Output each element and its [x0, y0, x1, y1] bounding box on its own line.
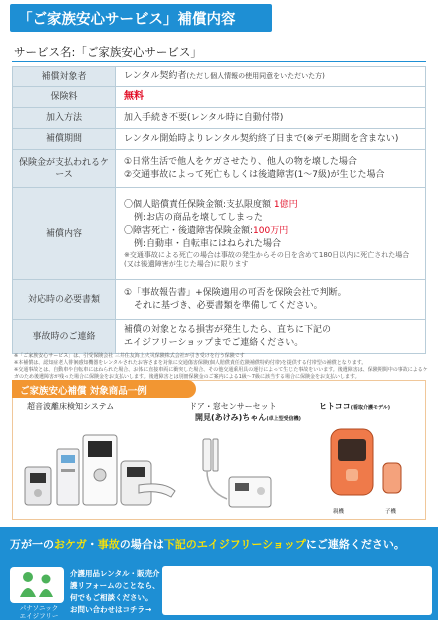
device-label: 子機	[385, 509, 397, 515]
table-row	[13, 67, 426, 87]
shop-info-box	[162, 566, 432, 615]
contact-text: 介護用品レンタル・販売介 護リフォームのことなら、 何でもご相談ください。 お問い合わせはコチラ→	[70, 569, 160, 614]
table-row	[13, 87, 426, 108]
row-label: 保険金が支払われるケース	[13, 150, 116, 188]
coverage-table	[12, 66, 426, 354]
page-title: 「ご家族安心サービス」補償内容	[18, 12, 236, 28]
row-label: 補償対象者	[13, 67, 116, 87]
product-panel-heading: ご家族安心補償 対象商品一例	[12, 380, 196, 398]
row-label: 補償内容	[13, 188, 116, 280]
product-name: ヒトココ(看取介護モデル)	[319, 402, 391, 411]
table-row	[13, 280, 426, 320]
row-label: 補償期間	[13, 129, 116, 150]
contact-banner: 万が一のおケガ・事故の場合は下記のエイジフリーショップにご連絡ください。	[0, 527, 438, 561]
divider	[12, 61, 426, 62]
product-panel	[12, 380, 426, 520]
product-subname: 開見(あけみ)ちゃん(卓上型受信機)	[195, 413, 301, 422]
ultrasonic-system-image	[21, 415, 181, 515]
row-value: ①「事故報告書」+保険適用の可否を保険会社で判断。 それに基づき、必要書類を準備してください。	[116, 280, 426, 320]
row-value: 〇個人賠償責任保険金額:支払限度額 1億円 例:お店の商品を壊してしまった 〇障害死亡・後遺障害保険金額:100万円 例:自動車・自転車にはねられた場合 ※交通事故による死亡の場合は事故の発生からその日を含めて180日以内に死亡された場合(又は後遺障害が生じた場合)に限ります	[116, 188, 426, 280]
door-sensor-image	[189, 429, 299, 515]
table-row	[13, 320, 426, 354]
row-value: ①日常生活で他人をケガさせたり、他人の物を壊した場合 ②交通事故によって死亡もしくは後遺障害(1〜7級)が生じた場合	[116, 150, 426, 188]
row-label: 対応時の必要書類	[13, 280, 116, 320]
footnotes: ※「ご家族安心サービス」は、引受保険会社 三井住友海上火災保険株式会社が引き受けを行う保険です ※本補償は、認知症老人徘徊感知機器をレンタルされたお客さまを対象に交通傷害保険(個人賠償責任危険補償特約付帯)を提供する付帯型の補償となります。 ※交通事故とは、自動車や自転車にはねられた場合、お体に直接車両に衝突した場合、その他交通乗用具の運行によって生じた事故をいいます。後遺障害は、保険期間中の事故によるケガのため後遺障害が残った場合に保険金をお支払いします。後遺障害とは別冊保険金のご案内による1級〜7級に該当する場合に保険金をお支払いします。	[14, 353, 428, 380]
row-label: 加入方法	[13, 108, 116, 129]
table-row	[13, 188, 426, 280]
row-label: 事故時のご連絡	[13, 320, 116, 354]
device-label: 親機	[333, 509, 345, 515]
service-name: サービス名:「ご家族安心サービス」	[14, 45, 202, 59]
row-value: レンタル契約者(ただし個人情報の使用同意をいただいた方)	[116, 67, 426, 87]
hitococo-image	[313, 425, 423, 505]
row-value: 補償の対象となる損害が発生したら、直ちに下記の エイジフリーショップまでご連絡ください。	[116, 320, 426, 354]
row-label: 保険料	[13, 87, 116, 108]
row-value: レンタル開始時よりレンタル契約終了日まで(※デモ期間を含まない)	[116, 129, 426, 150]
table-row	[13, 108, 426, 129]
product-name: ドア・窓センサーセット	[189, 402, 277, 411]
table-row	[13, 129, 426, 150]
table-row	[13, 150, 426, 188]
row-value: 無料	[116, 87, 426, 108]
row-value: 加入手続き不要(レンタル時に自動付帯)	[116, 108, 426, 129]
product-name: 超音波離床検知システム	[27, 402, 115, 411]
page-header	[0, 0, 438, 36]
logo-label: パナソニック エイジフリー	[19, 604, 59, 620]
